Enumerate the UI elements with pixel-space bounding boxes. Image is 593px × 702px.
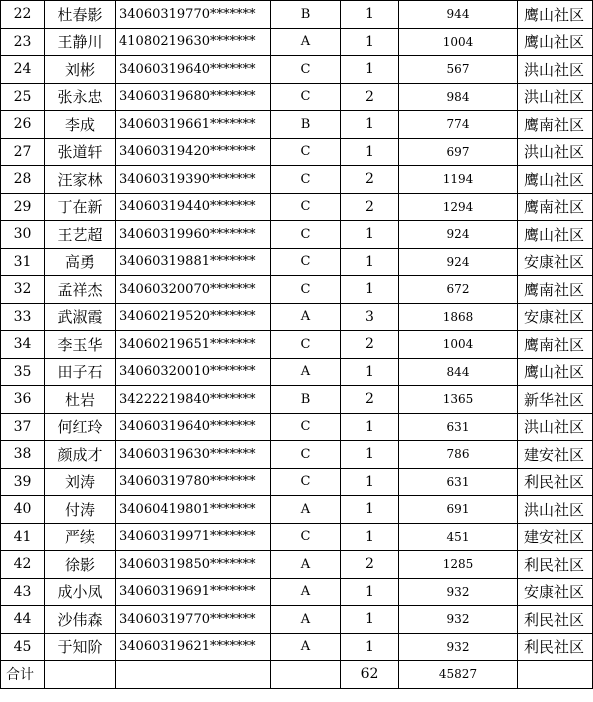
row-number: 25	[1, 83, 45, 111]
community-name: 鹰南社区	[518, 193, 593, 221]
community-name: 建安社区	[518, 441, 593, 469]
id-number: 34060319640*******	[116, 56, 271, 84]
person-count: 2	[341, 83, 399, 111]
person-count: 2	[341, 331, 399, 359]
person-name: 王静川	[45, 28, 116, 56]
subsidy-amount: 451	[399, 523, 518, 551]
row-number: 37	[1, 413, 45, 441]
person-count: 1	[341, 523, 399, 551]
table-row	[1, 303, 593, 331]
row-number: 35	[1, 358, 45, 386]
table-row	[1, 83, 593, 111]
person-name: 严续	[45, 523, 116, 551]
person-name: 何红玲	[45, 413, 116, 441]
table-row	[1, 441, 593, 469]
subsidy-amount: 1365	[399, 386, 518, 414]
person-name: 徐影	[45, 551, 116, 579]
person-name: 武淑霞	[45, 303, 116, 331]
person-name: 颜成才	[45, 441, 116, 469]
community-name: 安康社区	[518, 248, 593, 276]
community-name: 洪山社区	[518, 56, 593, 84]
grade-level: A	[271, 358, 341, 386]
person-count: 1	[341, 248, 399, 276]
grade-level: C	[271, 193, 341, 221]
row-number: 42	[1, 551, 45, 579]
community-name: 安康社区	[518, 303, 593, 331]
table-row	[1, 331, 593, 359]
grade-level: C	[271, 441, 341, 469]
id-number: 34060319661*******	[116, 111, 271, 139]
subsidy-amount: 1004	[399, 331, 518, 359]
row-number: 30	[1, 221, 45, 249]
row-number: 40	[1, 496, 45, 524]
id-number: 34060319390*******	[116, 166, 271, 194]
row-number: 38	[1, 441, 45, 469]
grade-level: B	[271, 111, 341, 139]
row-number: 31	[1, 248, 45, 276]
person-name: 王艺超	[45, 221, 116, 249]
subsidy-amount: 844	[399, 358, 518, 386]
empty-cell	[116, 661, 271, 689]
subsidy-amount: 774	[399, 111, 518, 139]
person-count: 1	[341, 111, 399, 139]
person-count: 2	[341, 386, 399, 414]
row-number: 32	[1, 276, 45, 304]
subsidy-amount: 631	[399, 413, 518, 441]
id-number: 34222219840*******	[116, 386, 271, 414]
grade-level: C	[271, 276, 341, 304]
person-name: 田子石	[45, 358, 116, 386]
grade-level: A	[271, 28, 341, 56]
grade-level: C	[271, 221, 341, 249]
person-count: 1	[341, 138, 399, 166]
id-number: 34060319770*******	[116, 1, 271, 29]
id-number: 34060319960*******	[116, 221, 271, 249]
grade-level: C	[271, 248, 341, 276]
subsidy-amount: 944	[399, 1, 518, 29]
person-name: 杜岩	[45, 386, 116, 414]
subsidy-amount: 932	[399, 633, 518, 661]
total-count: 62	[341, 661, 399, 689]
subsidy-amount: 567	[399, 56, 518, 84]
person-count: 1	[341, 358, 399, 386]
community-name: 洪山社区	[518, 496, 593, 524]
person-name: 李玉华	[45, 331, 116, 359]
empty-cell	[271, 661, 341, 689]
grade-level: A	[271, 578, 341, 606]
table-row	[1, 28, 593, 56]
table-row	[1, 166, 593, 194]
community-name: 利民社区	[518, 606, 593, 634]
grade-level: A	[271, 606, 341, 634]
grade-level: C	[271, 166, 341, 194]
community-name: 鹰山社区	[518, 1, 593, 29]
subsidy-amount: 631	[399, 468, 518, 496]
person-name: 张道轩	[45, 138, 116, 166]
community-name: 鹰山社区	[518, 28, 593, 56]
row-number: 33	[1, 303, 45, 331]
person-count: 2	[341, 166, 399, 194]
table-row	[1, 248, 593, 276]
id-number: 34060319971*******	[116, 523, 271, 551]
grade-level: A	[271, 496, 341, 524]
id-number: 34060319770*******	[116, 606, 271, 634]
subsidy-amount: 1194	[399, 166, 518, 194]
person-name: 付涛	[45, 496, 116, 524]
person-name: 刘彬	[45, 56, 116, 84]
subsidy-amount: 672	[399, 276, 518, 304]
row-number: 34	[1, 331, 45, 359]
person-name: 沙伟森	[45, 606, 116, 634]
id-number: 34060319621*******	[116, 633, 271, 661]
person-name: 张永忠	[45, 83, 116, 111]
table-row	[1, 111, 593, 139]
row-number: 43	[1, 578, 45, 606]
table-row	[1, 633, 593, 661]
community-name: 鹰南社区	[518, 331, 593, 359]
person-count: 2	[341, 551, 399, 579]
id-number: 41080219630*******	[116, 28, 271, 56]
row-number: 26	[1, 111, 45, 139]
person-name: 成小凤	[45, 578, 116, 606]
person-count: 1	[341, 496, 399, 524]
grade-level: C	[271, 138, 341, 166]
id-number: 34060419801*******	[116, 496, 271, 524]
person-name: 汪家林	[45, 166, 116, 194]
person-count: 1	[341, 56, 399, 84]
table-row	[1, 468, 593, 496]
subsidy-amount: 1868	[399, 303, 518, 331]
person-name: 丁在新	[45, 193, 116, 221]
community-name: 安康社区	[518, 578, 593, 606]
subsidy-amount: 1294	[399, 193, 518, 221]
id-number: 34060319680*******	[116, 83, 271, 111]
person-count: 1	[341, 1, 399, 29]
person-name: 于知阶	[45, 633, 116, 661]
person-count: 1	[341, 28, 399, 56]
grade-level: C	[271, 83, 341, 111]
person-name: 李成	[45, 111, 116, 139]
id-number: 34060319691*******	[116, 578, 271, 606]
person-name: 刘涛	[45, 468, 116, 496]
subsidy-amount: 786	[399, 441, 518, 469]
id-number: 34060319630*******	[116, 441, 271, 469]
grade-level: C	[271, 56, 341, 84]
table-row	[1, 413, 593, 441]
table-row	[1, 606, 593, 634]
table-row	[1, 523, 593, 551]
grade-level: B	[271, 386, 341, 414]
table-body	[1, 1, 593, 661]
total-row	[1, 661, 593, 689]
subsidy-amount: 924	[399, 221, 518, 249]
id-number: 34060319780*******	[116, 468, 271, 496]
row-number: 22	[1, 1, 45, 29]
person-count: 1	[341, 276, 399, 304]
id-number: 34060320070*******	[116, 276, 271, 304]
community-name: 洪山社区	[518, 83, 593, 111]
row-number: 27	[1, 138, 45, 166]
id-number: 34060319440*******	[116, 193, 271, 221]
table-row	[1, 56, 593, 84]
total-amount: 45827	[399, 661, 518, 689]
person-count: 1	[341, 606, 399, 634]
row-number: 41	[1, 523, 45, 551]
community-name: 鹰山社区	[518, 221, 593, 249]
row-number: 29	[1, 193, 45, 221]
community-name: 鹰山社区	[518, 166, 593, 194]
table-row	[1, 551, 593, 579]
community-name: 新华社区	[518, 386, 593, 414]
table-row	[1, 578, 593, 606]
grade-level: A	[271, 633, 341, 661]
person-count: 2	[341, 193, 399, 221]
id-number: 34060319881*******	[116, 248, 271, 276]
table-row	[1, 138, 593, 166]
person-count: 1	[341, 221, 399, 249]
grade-level: C	[271, 468, 341, 496]
community-name: 利民社区	[518, 633, 593, 661]
subsidy-amount: 932	[399, 578, 518, 606]
grade-level: C	[271, 523, 341, 551]
row-number: 44	[1, 606, 45, 634]
subsidy-amount: 924	[399, 248, 518, 276]
row-number: 39	[1, 468, 45, 496]
subsidy-amount: 1004	[399, 28, 518, 56]
subsidy-amount: 691	[399, 496, 518, 524]
subsidy-amount: 984	[399, 83, 518, 111]
grade-level: A	[271, 551, 341, 579]
grade-level: A	[271, 303, 341, 331]
community-name: 建安社区	[518, 523, 593, 551]
subsidy-amount: 1285	[399, 551, 518, 579]
person-count: 1	[341, 633, 399, 661]
id-number: 34060219651*******	[116, 331, 271, 359]
table-row	[1, 1, 593, 29]
community-name: 鹰南社区	[518, 111, 593, 139]
id-number: 34060319640*******	[116, 413, 271, 441]
subsidy-amount: 697	[399, 138, 518, 166]
total-label: 合计	[1, 661, 45, 689]
row-number: 24	[1, 56, 45, 84]
row-number: 36	[1, 386, 45, 414]
grade-level: C	[271, 413, 341, 441]
person-count: 1	[341, 578, 399, 606]
community-name: 利民社区	[518, 468, 593, 496]
empty-cell	[45, 661, 116, 689]
table-row	[1, 221, 593, 249]
table-row	[1, 276, 593, 304]
subsidy-amount: 932	[399, 606, 518, 634]
row-number: 45	[1, 633, 45, 661]
table-row	[1, 193, 593, 221]
community-name: 洪山社区	[518, 413, 593, 441]
person-name: 孟祥杰	[45, 276, 116, 304]
id-number: 34060219520*******	[116, 303, 271, 331]
community-name: 鹰南社区	[518, 276, 593, 304]
community-name: 鹰山社区	[518, 358, 593, 386]
table-row	[1, 358, 593, 386]
person-count: 1	[341, 441, 399, 469]
table-row	[1, 496, 593, 524]
person-name: 杜春影	[45, 1, 116, 29]
grade-level: C	[271, 331, 341, 359]
table-row	[1, 386, 593, 414]
id-number: 34060319850*******	[116, 551, 271, 579]
person-name: 高勇	[45, 248, 116, 276]
row-number: 28	[1, 166, 45, 194]
person-count: 1	[341, 413, 399, 441]
empty-cell	[518, 661, 593, 689]
row-number: 23	[1, 28, 45, 56]
community-name: 利民社区	[518, 551, 593, 579]
id-number: 34060320010*******	[116, 358, 271, 386]
grade-level: B	[271, 1, 341, 29]
person-count: 3	[341, 303, 399, 331]
person-count: 1	[341, 468, 399, 496]
id-number: 34060319420*******	[116, 138, 271, 166]
community-name: 洪山社区	[518, 138, 593, 166]
